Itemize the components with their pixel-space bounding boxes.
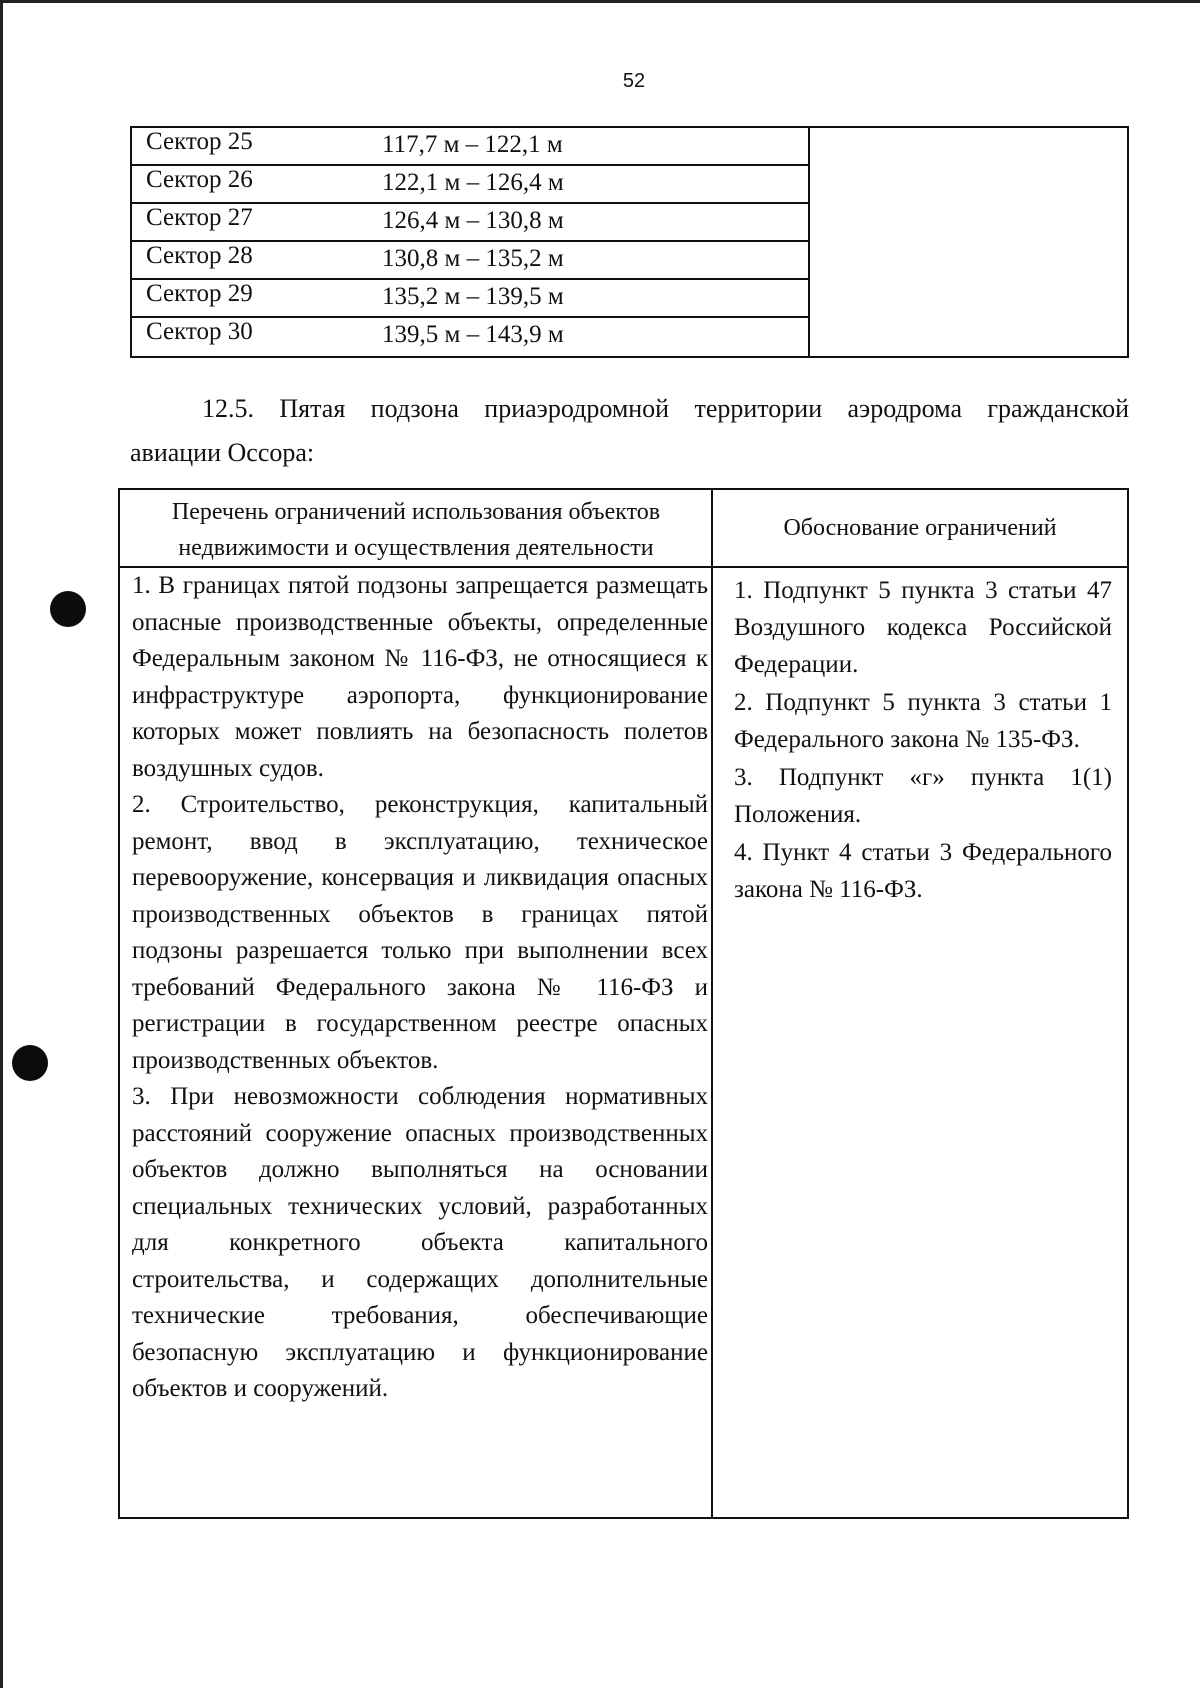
section-heading-line2: авиации Оссора: [130,438,315,467]
section-heading-line1: 12.5. Пятая подзона приаэродромной территории аэродрома гражданской [202,394,1129,423]
sector-range: 117,7 м – 122,1 м [382,131,563,158]
sector-table [130,126,1129,358]
page-number: 52 [622,70,646,92]
table-row [132,204,808,242]
sector-name: Сектор 29 [146,280,253,307]
table-row [132,128,808,166]
restrictions-table [118,488,1129,1519]
sector-range: 135,2 м – 139,5 м [382,283,564,310]
sector-name: Сектор 25 [146,128,253,155]
header-restrictions: Перечень ограничений использования объектов недвижимости и осуществления деятельности [171,499,661,561]
justification-item: 3. Подпункт «г» пункта 1(1) Положения. [734,764,1112,828]
sector-name: Сектор 28 [146,242,253,269]
restriction-item: 1. В границах пятой подзоны запрещается размещать опасные производственные объекты, определенные Федеральным законом № 116-ФЗ, не относящиеся к инфраструктуре аэропорта, функционирование которых может повлиять на безопасность полетов воздушных судов. [132,572,708,782]
table-row [132,280,808,318]
sector-rows [132,128,808,356]
table-row [132,242,808,280]
column-divider [711,490,713,1517]
sector-name: Сектор 30 [146,318,253,345]
sector-name: Сектор 26 [146,166,253,193]
justification-item: 1. Подпункт 5 пункта 3 статьи 47 Воздушного кодекса Российской Федерации. [734,577,1112,678]
table-row [132,318,808,356]
sector-range: 122,1 м – 126,4 м [382,169,564,196]
scan-border-top [0,0,1200,3]
sector-range: 139,5 м – 143,9 м [382,321,564,348]
punch-hole [12,1045,48,1081]
sector-range: 126,4 м – 130,8 м [382,207,564,234]
section-heading [130,387,1129,475]
sector-range: 130,8 м – 135,2 м [382,245,564,272]
sector-name: Сектор 27 [146,204,253,231]
restriction-item: 2. Строительство, реконструкция, капитальный ремонт, ввод в эксплуатацию, техническое перевооружение, консервация и ликвидация опасных производственных объектов в границах пятой подзоны разрешается только при выполнении всех требований Федерального закона № 116-ФЗ и регистрации в государственном реестре опасных производственных объектов. [132,791,708,1074]
column-divider [808,128,810,356]
restriction-item: 3. При невозможности соблюдения нормативных расстояний сооружение опасных производственных объектов должно выполняться на основании специальных технических условий, разработанных для конкретного объекта капитального строительства, и содержащих дополнительные технические требования, обеспечивающие безопасную эксплуатацию и функционирование объектов и сооружений. [132,1083,708,1402]
justification-item: 2. Подпункт 5 пункта 3 статьи 1 Федерального закона № 135-ФЗ. [734,689,1112,753]
header-justification: Обоснование ограничений [783,515,1057,541]
punch-hole [50,591,86,627]
table-row [132,166,808,204]
restrictions-column [132,568,708,1408]
justification-column [734,572,1112,908]
justification-item: 4. Пункт 4 статьи 3 Федерального закона № 116-ФЗ. [734,839,1112,903]
scan-border-left [0,0,3,1688]
